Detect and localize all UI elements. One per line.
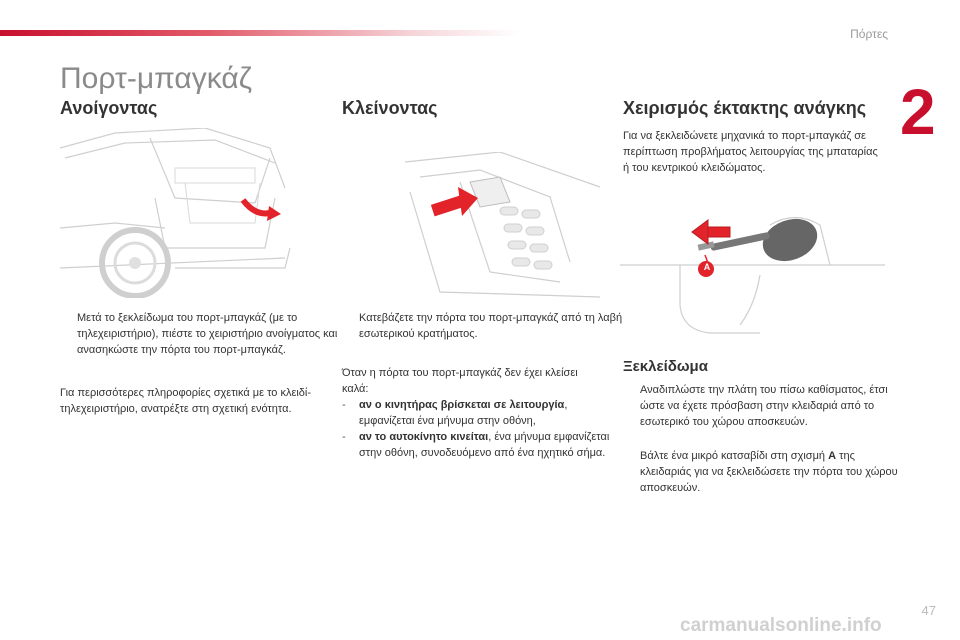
chapter-number: 2 <box>900 76 936 148</box>
dash-marker: - <box>342 399 346 411</box>
unlock-step-2-bold: A <box>828 450 837 462</box>
closing-item-2-bold: αν το αυτοκίνητο κινείται <box>359 431 489 443</box>
closing-item-2-text: , ένα μήνυμα εμφανίζεται στην οθόνη, συνοδευόμενο από ένα ηχητικό σήμα. <box>359 431 610 459</box>
callout-a-label: A <box>703 262 711 272</box>
heading-emergency: Χειρισμός έκτακτης ανάγκης <box>623 98 867 118</box>
section-name: Πόρτες <box>850 27 888 41</box>
closing-item-1-bold: αν ο κινητήρας βρίσκεται σε λειτουργία <box>359 399 565 411</box>
closing-intro: Όταν η πόρτα του πορτ-μπαγκάζ δεν έχει κλείσει καλά: <box>342 367 578 395</box>
header-accent-bar <box>0 30 520 36</box>
unlock-step-1-text: Αναδιπλώστε την πλάτη του πίσω καθίσματος, έτσι ώστε να έχετε πρόσβαση στην κλειδαριά από το εσωτερικό του χώρου αποσκευών. <box>640 384 888 428</box>
page-number: 47 <box>921 603 936 618</box>
unlock-step-1 <box>623 382 902 430</box>
opening-bullet <box>60 310 342 358</box>
unlock-step-2-pre: Βάλτε ένα μικρό κατσαβίδι στη σχισμή <box>640 450 829 462</box>
heading-closing: Κλείνοντας <box>342 98 438 118</box>
opening-note: Για περισσότερες πληροφορίες σχετικά με το κλειδί-τηλεχειριστήριο, ανατρέξτε στη σχετική ενότητα. <box>60 387 312 415</box>
closing-item-1-text: , εμφανίζεται ένα μήνυμα στην οθόνη, <box>359 399 568 427</box>
opening-bullet-text: Μετά το ξεκλείδωμα του πορτ-μπαγκάζ (με το τηλεχειριστήριο), πιέστε το χειριστήριο ανοίγματος και ανασηκώστε την πόρτα του πορτ-μπαγκάζ. <box>77 312 338 356</box>
heading-opening: Ανοίγοντας <box>60 98 158 118</box>
page-title: Πορτ-μπαγκάζ <box>60 62 252 95</box>
closing-bullet-text: Κατεβάζετε την πόρτα του πορτ-μπαγκάζ από τη λαβή εσωτερικού κρατήματος. <box>359 312 623 340</box>
watermark: carmanualsonline.info <box>680 615 882 636</box>
dash-marker: - <box>342 431 346 443</box>
unlock-step-2-post: της κλειδαριάς για να ξεκλειδώσετε την πόρτα του χώρου αποσκευών. <box>640 450 898 494</box>
closing-item-2 <box>342 429 624 461</box>
closing-bullet <box>342 310 624 342</box>
tailgate-interior-illustration <box>400 152 605 300</box>
unlock-step-2 <box>623 448 902 496</box>
emergency-lock-illustration <box>620 205 885 345</box>
heading-unlock: Ξεκλείδωμα <box>623 358 708 375</box>
car-rear-illustration <box>55 128 295 298</box>
emergency-intro: Για να ξεκλειδώνετε μηχανικά το πορτ-μπαγκάζ σε περίπτωση προβλήματος λειτουργίας της μπαταρίας ή του κεντρικού κλειδώματος. <box>623 130 878 174</box>
closing-item-1 <box>342 397 624 429</box>
